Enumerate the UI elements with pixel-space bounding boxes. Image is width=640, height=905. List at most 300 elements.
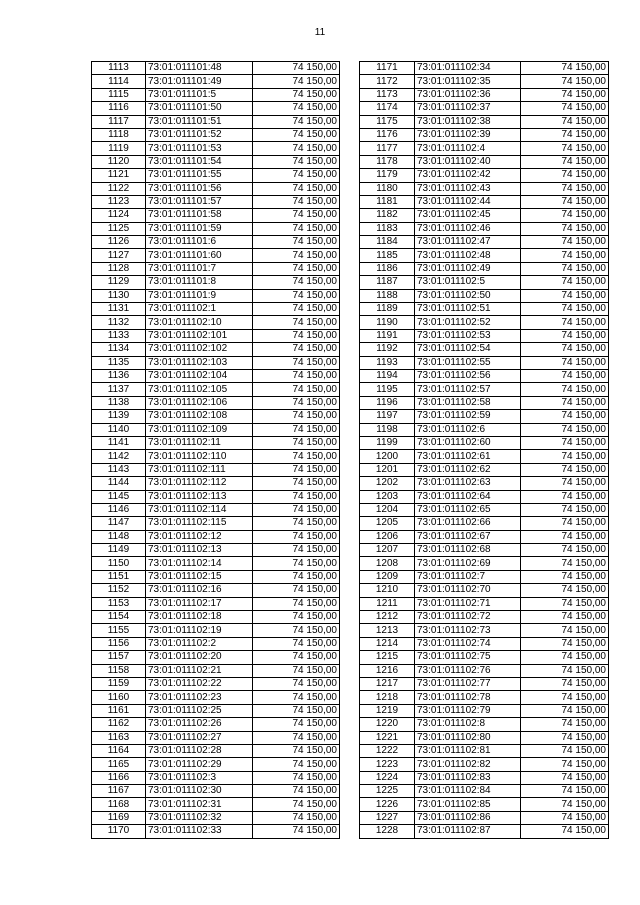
value-cell: 74 150,00 [253,798,340,811]
row-number-cell: 1154 [92,611,146,624]
cadastral-number-cell: 73:01:011102:59 [415,410,521,423]
row-number-cell: 1131 [92,303,146,316]
table-row [92,169,340,182]
value-cell: 74 150,00 [253,276,340,289]
table-row [360,611,609,624]
value-cell: 74 150,00 [521,718,609,731]
row-number-cell: 1186 [360,262,415,275]
row-number-cell: 1145 [92,490,146,503]
row-number-cell: 1194 [360,369,415,382]
cadastral-number-cell: 73:01:011102:72 [415,611,521,624]
table-row [92,396,340,409]
table-row [360,584,609,597]
cadastral-number-cell: 73:01:011102:13 [146,544,253,557]
table-row [92,62,340,75]
table-row [360,825,609,838]
table-row [360,544,609,557]
cadastral-number-cell: 73:01:011101:6 [146,236,253,249]
value-cell: 74 150,00 [521,249,609,262]
value-cell: 74 150,00 [521,195,609,208]
row-number-cell: 1228 [360,825,415,838]
table-row [360,369,609,382]
value-cell: 74 150,00 [521,744,609,757]
value-cell: 74 150,00 [521,691,609,704]
cadastral-number-cell: 73:01:011102:60 [415,436,521,449]
table-row [360,517,609,530]
value-cell: 74 150,00 [521,410,609,423]
cadastral-number-cell: 73:01:011102:86 [415,811,521,824]
table-row [92,102,340,115]
value-cell: 74 150,00 [253,517,340,530]
cadastral-number-cell: 73:01:011101:5 [146,88,253,101]
cadastral-number-cell: 73:01:011102:115 [146,517,253,530]
cadastral-number-cell: 73:01:011102:46 [415,222,521,235]
cadastral-number-cell: 73:01:011102:76 [415,664,521,677]
cadastral-number-cell: 73:01:011102:57 [415,383,521,396]
cadastral-number-cell: 73:01:011102:48 [415,249,521,262]
table-row [360,236,609,249]
row-number-cell: 1126 [92,236,146,249]
row-number-cell: 1185 [360,249,415,262]
row-number-cell: 1221 [360,731,415,744]
value-cell: 74 150,00 [253,262,340,275]
row-number-cell: 1176 [360,128,415,141]
value-cell: 74 150,00 [253,343,340,356]
cadastral-number-cell: 73:01:011102:4 [415,142,521,155]
cadastral-number-cell: 73:01:011102:51 [415,303,521,316]
row-number-cell: 1117 [92,115,146,128]
value-cell: 74 150,00 [253,115,340,128]
value-cell: 74 150,00 [521,798,609,811]
table-row [360,664,609,677]
row-number-cell: 1122 [92,182,146,195]
value-cell: 74 150,00 [521,128,609,141]
table-row [360,195,609,208]
value-cell: 74 150,00 [521,664,609,677]
cadastral-number-cell: 73:01:011102:10 [146,316,253,329]
cadastral-number-cell: 73:01:011102:75 [415,651,521,664]
value-cell: 74 150,00 [253,744,340,757]
table-row [92,303,340,316]
cadastral-number-cell: 73:01:011102:68 [415,544,521,557]
cadastral-number-cell: 73:01:011102:39 [415,128,521,141]
table-row [92,88,340,101]
value-cell: 74 150,00 [521,236,609,249]
cadastral-number-cell: 73:01:011102:81 [415,744,521,757]
cadastral-number-cell: 73:01:011101:59 [146,222,253,235]
cadastral-number-cell: 73:01:011102:43 [415,182,521,195]
value-cell: 74 150,00 [521,343,609,356]
value-cell: 74 150,00 [253,102,340,115]
cadastral-number-cell: 73:01:011102:35 [415,75,521,88]
row-number-cell: 1219 [360,704,415,717]
row-number-cell: 1141 [92,436,146,449]
table-row [92,75,340,88]
row-number-cell: 1197 [360,410,415,423]
value-cell: 74 150,00 [521,182,609,195]
row-number-cell: 1195 [360,383,415,396]
row-number-cell: 1166 [92,771,146,784]
row-number-cell: 1207 [360,544,415,557]
cadastral-number-cell: 73:01:011101:51 [146,115,253,128]
cadastral-number-cell: 73:01:011102:37 [415,102,521,115]
row-number-cell: 1223 [360,758,415,771]
value-cell: 74 150,00 [521,677,609,690]
value-cell: 74 150,00 [253,236,340,249]
table-row [92,316,340,329]
table-row [360,744,609,757]
cadastral-number-cell: 73:01:011102:105 [146,383,253,396]
value-cell: 74 150,00 [521,155,609,168]
row-number-cell: 1174 [360,102,415,115]
row-number-cell: 1191 [360,329,415,342]
row-number-cell: 1212 [360,611,415,624]
value-cell: 74 150,00 [521,209,609,222]
cadastral-number-cell: 73:01:011102:106 [146,396,253,409]
row-number-cell: 1202 [360,477,415,490]
row-number-cell: 1204 [360,503,415,516]
row-number-cell: 1187 [360,276,415,289]
row-number-cell: 1171 [360,62,415,75]
cadastral-number-cell: 73:01:011102:7 [415,570,521,583]
cadastral-number-cell: 73:01:011102:113 [146,490,253,503]
row-number-cell: 1211 [360,597,415,610]
table-row [92,825,340,838]
table-row [360,289,609,302]
table-row [360,597,609,610]
cadastral-number-cell: 73:01:011101:55 [146,169,253,182]
table-row [92,195,340,208]
table-row [360,570,609,583]
cadastral-number-cell: 73:01:011101:53 [146,142,253,155]
row-number-cell: 1222 [360,744,415,757]
value-cell: 74 150,00 [253,303,340,316]
table-row [360,383,609,396]
value-cell: 74 150,00 [521,624,609,637]
value-cell: 74 150,00 [253,718,340,731]
table-row [360,276,609,289]
row-number-cell: 1148 [92,530,146,543]
row-number-cell: 1225 [360,785,415,798]
cadastral-number-cell: 73:01:011102:83 [415,771,521,784]
row-number-cell: 1181 [360,195,415,208]
value-cell: 74 150,00 [253,825,340,838]
value-cell: 74 150,00 [521,704,609,717]
table-row [360,771,609,784]
cadastral-number-cell: 73:01:011102:77 [415,677,521,690]
row-number-cell: 1199 [360,436,415,449]
value-cell: 74 150,00 [521,570,609,583]
table-row [360,463,609,476]
cadastral-number-cell: 73:01:011102:64 [415,490,521,503]
row-number-cell: 1147 [92,517,146,530]
table-row [92,289,340,302]
cadastral-number-cell: 73:01:011102:26 [146,718,253,731]
table-row [92,423,340,436]
value-cell: 74 150,00 [253,611,340,624]
row-number-cell: 1226 [360,798,415,811]
table-row [92,329,340,342]
table-row [360,490,609,503]
cadastral-number-cell: 73:01:011101:52 [146,128,253,141]
value-cell: 74 150,00 [521,262,609,275]
table-row [92,276,340,289]
row-number-cell: 1115 [92,88,146,101]
value-cell: 74 150,00 [521,276,609,289]
table-row [92,584,340,597]
table-row [360,410,609,423]
value-cell: 74 150,00 [253,289,340,302]
table-row [360,115,609,128]
cadastral-number-cell: 73:01:011102:101 [146,329,253,342]
value-cell: 74 150,00 [521,436,609,449]
table-row [92,611,340,624]
row-number-cell: 1220 [360,718,415,731]
row-number-cell: 1170 [92,825,146,838]
cadastral-number-cell: 73:01:011102:87 [415,825,521,838]
row-number-cell: 1114 [92,75,146,88]
table-row [360,557,609,570]
row-number-cell: 1189 [360,303,415,316]
value-cell: 74 150,00 [521,356,609,369]
table-row [92,664,340,677]
table-row [360,798,609,811]
value-cell: 74 150,00 [253,75,340,88]
table-row [360,503,609,516]
row-number-cell: 1119 [92,142,146,155]
cadastral-number-cell: 73:01:011101:58 [146,209,253,222]
row-number-cell: 1138 [92,396,146,409]
cadastral-number-cell: 73:01:011102:65 [415,503,521,516]
cadastral-number-cell: 73:01:011102:6 [415,423,521,436]
row-number-cell: 1184 [360,236,415,249]
cadastral-number-cell: 73:01:011102:52 [415,316,521,329]
value-cell: 74 150,00 [253,624,340,637]
value-cell: 74 150,00 [253,570,340,583]
row-number-cell: 1118 [92,128,146,141]
value-cell: 74 150,00 [521,115,609,128]
cadastral-number-cell: 73:01:011102:53 [415,329,521,342]
value-cell: 74 150,00 [253,62,340,75]
cadastral-number-cell: 73:01:011102:36 [415,88,521,101]
table-row [92,624,340,637]
cadastral-number-cell: 73:01:011102:66 [415,517,521,530]
table-row [92,798,340,811]
cadastral-number-cell: 73:01:011102:112 [146,477,253,490]
row-number-cell: 1130 [92,289,146,302]
table-row [92,262,340,275]
table-row [360,128,609,141]
value-cell: 74 150,00 [253,88,340,101]
value-cell: 74 150,00 [253,463,340,476]
cadastral-number-cell: 73:01:011102:15 [146,570,253,583]
value-cell: 74 150,00 [253,584,340,597]
value-cell: 74 150,00 [521,289,609,302]
value-cell: 74 150,00 [253,383,340,396]
row-number-cell: 1155 [92,624,146,637]
row-number-cell: 1153 [92,597,146,610]
value-cell: 74 150,00 [253,731,340,744]
cadastral-number-cell: 73:01:011102:14 [146,557,253,570]
value-cell: 74 150,00 [253,637,340,650]
row-number-cell: 1150 [92,557,146,570]
value-cell: 74 150,00 [521,503,609,516]
cadastral-number-cell: 73:01:011102:73 [415,624,521,637]
row-number-cell: 1160 [92,691,146,704]
row-number-cell: 1182 [360,209,415,222]
value-cell: 74 150,00 [253,477,340,490]
cadastral-number-cell: 73:01:011101:7 [146,262,253,275]
table-row [360,637,609,650]
table-row [92,597,340,610]
cadastral-number-cell: 73:01:011101:54 [146,155,253,168]
value-cell: 74 150,00 [521,785,609,798]
row-number-cell: 1133 [92,329,146,342]
table-row [92,771,340,784]
row-number-cell: 1113 [92,62,146,75]
value-cell: 74 150,00 [521,396,609,409]
table-row [360,222,609,235]
value-cell: 74 150,00 [253,811,340,824]
row-number-cell: 1143 [92,463,146,476]
value-cell: 74 150,00 [521,102,609,115]
table-row [92,369,340,382]
cadastral-number-cell: 73:01:011101:49 [146,75,253,88]
row-number-cell: 1137 [92,383,146,396]
table-row [360,704,609,717]
value-cell: 74 150,00 [521,222,609,235]
value-cell: 74 150,00 [253,396,340,409]
cadastral-number-cell: 73:01:011102:102 [146,343,253,356]
value-cell: 74 150,00 [521,62,609,75]
table-row [360,316,609,329]
table-row [360,785,609,798]
row-number-cell: 1206 [360,530,415,543]
table-row [92,758,340,771]
table-row [92,651,340,664]
table-row [92,677,340,690]
table-row [360,677,609,690]
table-row [92,182,340,195]
cadastral-number-cell: 73:01:011102:44 [415,195,521,208]
table-row [92,704,340,717]
cadastral-number-cell: 73:01:011102:28 [146,744,253,757]
value-cell: 74 150,00 [521,88,609,101]
table-row [92,637,340,650]
parcel-table-left [91,61,340,839]
table-row [92,731,340,744]
table-row [360,343,609,356]
row-number-cell: 1127 [92,249,146,262]
cadastral-number-cell: 73:01:011102:2 [146,637,253,650]
table-row [360,718,609,731]
cadastral-number-cell: 73:01:011101:57 [146,195,253,208]
cadastral-number-cell: 73:01:011101:8 [146,276,253,289]
cadastral-number-cell: 73:01:011102:70 [415,584,521,597]
cadastral-number-cell: 73:01:011102:50 [415,289,521,302]
value-cell: 74 150,00 [253,450,340,463]
cadastral-number-cell: 73:01:011102:56 [415,369,521,382]
cadastral-number-cell: 73:01:011102:3 [146,771,253,784]
cadastral-number-cell: 73:01:011102:16 [146,584,253,597]
row-number-cell: 1140 [92,423,146,436]
cadastral-number-cell: 73:01:011102:61 [415,450,521,463]
value-cell: 74 150,00 [521,731,609,744]
value-cell: 74 150,00 [253,771,340,784]
value-cell: 74 150,00 [521,383,609,396]
row-number-cell: 1203 [360,490,415,503]
value-cell: 74 150,00 [521,142,609,155]
cadastral-number-cell: 73:01:011102:62 [415,463,521,476]
table-row [92,785,340,798]
value-cell: 74 150,00 [253,369,340,382]
cadastral-number-cell: 73:01:011102:71 [415,597,521,610]
table-row [92,436,340,449]
row-number-cell: 1200 [360,450,415,463]
row-number-cell: 1152 [92,584,146,597]
table-row [360,75,609,88]
row-number-cell: 1213 [360,624,415,637]
row-number-cell: 1192 [360,343,415,356]
row-number-cell: 1217 [360,677,415,690]
value-cell: 74 150,00 [253,490,340,503]
row-number-cell: 1151 [92,570,146,583]
table-row [360,303,609,316]
row-number-cell: 1179 [360,169,415,182]
table-row [92,450,340,463]
row-number-cell: 1120 [92,155,146,168]
row-number-cell: 1172 [360,75,415,88]
table-row [92,811,340,824]
row-number-cell: 1169 [92,811,146,824]
value-cell: 74 150,00 [253,758,340,771]
row-number-cell: 1159 [92,677,146,690]
table-row [360,811,609,824]
row-number-cell: 1121 [92,169,146,182]
cadastral-number-cell: 73:01:011102:21 [146,664,253,677]
value-cell: 74 150,00 [521,597,609,610]
cadastral-number-cell: 73:01:011102:55 [415,356,521,369]
value-cell: 74 150,00 [253,169,340,182]
cadastral-number-cell: 73:01:011102:34 [415,62,521,75]
table-row [360,209,609,222]
table-row [360,477,609,490]
cadastral-number-cell: 73:01:011102:110 [146,450,253,463]
table-row [360,142,609,155]
value-cell: 74 150,00 [253,503,340,516]
table-row [92,503,340,516]
table-row [92,249,340,262]
table-row [360,102,609,115]
value-cell: 74 150,00 [253,436,340,449]
row-number-cell: 1163 [92,731,146,744]
page-number: 11 [314,27,326,38]
row-number-cell: 1190 [360,316,415,329]
table-row [360,691,609,704]
value-cell: 74 150,00 [521,316,609,329]
cadastral-number-cell: 73:01:011102:42 [415,169,521,182]
cadastral-number-cell: 73:01:011102:114 [146,503,253,516]
cadastral-number-cell: 73:01:011101:48 [146,62,253,75]
row-number-cell: 1157 [92,651,146,664]
cadastral-number-cell: 73:01:011102:108 [146,410,253,423]
row-number-cell: 1116 [92,102,146,115]
parcel-table-right [359,61,609,839]
table-row [92,209,340,222]
cadastral-number-cell: 73:01:011102:23 [146,691,253,704]
table-row [92,383,340,396]
value-cell: 74 150,00 [253,530,340,543]
